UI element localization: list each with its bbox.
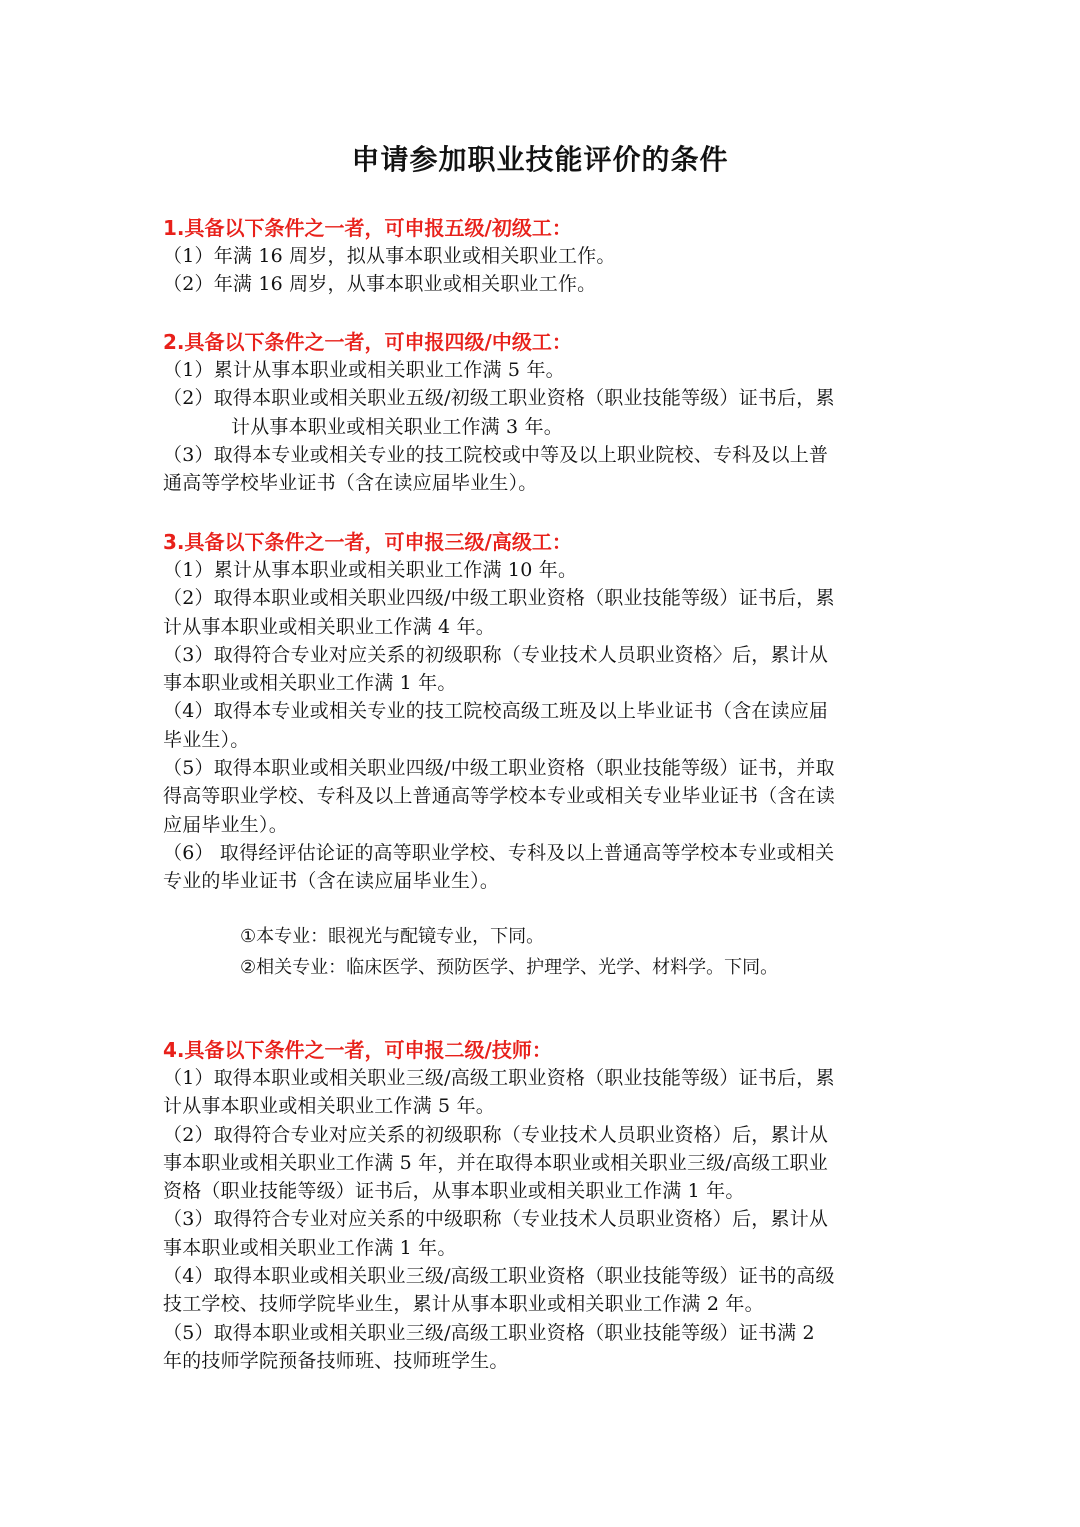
condition-line-continued: 通高等学校毕业证书（含在读应届毕业生）。 — [163, 472, 538, 495]
section-1 — [163, 214, 923, 299]
condition-line-continued: 年的技师学院预备技师班、技师班学生。 — [163, 1349, 509, 1372]
condition-line-continued: 应届毕业生）。 — [163, 813, 288, 836]
condition-line: （5）取得本职业或相关职业三级/高级工职业资格（职业技能等级）证书满 2 — [163, 1321, 815, 1344]
condition-line-continued: 事本职业或相关职业工作满 5 年，并在取得本职业或相关职业三级/高级工职业 — [163, 1151, 828, 1174]
condition-line: （5）取得本职业或相关职业四级/中级工职业资格（职业技能等级）证书，并取 — [163, 757, 835, 780]
condition-line-continued: 毕业生）。 — [163, 728, 250, 751]
note-line: ①本专业：眼视光与配镜专业，下同。 — [240, 926, 545, 947]
condition-line-continued: 技工学校、技师学院毕业生，累计从事本职业或相关职业工作满 2 年。 — [163, 1293, 764, 1316]
section-2 — [163, 328, 923, 497]
condition-line: （3）取得符合专业对应关系的初级职称（专业技术人员职业资格〉后，累计从 — [163, 643, 829, 666]
condition-line-continued: 计从事本职业或相关职业工作满 5 年。 — [163, 1095, 495, 1118]
condition-line-continued: 计从事本职业或相关职业工作满 3 年。 — [231, 415, 563, 438]
section-3 — [163, 528, 923, 896]
condition-line: （4）取得本专业或相关专业的技工院校高级工班及以上毕业证书（含在读应届 — [163, 700, 829, 723]
condition-line-continued: 事本职业或相关职业工作满 1 年。 — [163, 1236, 457, 1259]
page-title: 申请参加职业技能评价的条件 — [351, 143, 729, 176]
condition-line: （3）取得本专业或相关专业的技工院校或中等及以上职业院校、专科及以上普 — [163, 443, 829, 466]
condition-line: （6） 取得经评估论证的高等职业学校、专科及以上普通高等学校本专业或相关 — [163, 841, 835, 864]
section-heading: 3.具备以下条件之一者，可申报三级/高级工： — [163, 530, 572, 554]
condition-line: （1）取得本职业或相关职业三级/高级工职业资格（职业技能等级）证书后，累 — [163, 1067, 835, 1089]
condition-line-continued: 得高等职业学校、专科及以上普通高等学校本专业或相关专业毕业证书（含在读 — [163, 785, 836, 808]
condition-line: （3）取得符合专业对应关系的中级职称（专业技术人员职业资格）后，累计从 — [163, 1208, 829, 1231]
condition-line: （1）累计从事本职业或相关职业工作满 10 年。 — [163, 559, 578, 581]
condition-line: （1）年满 16 周岁，拟从事本职业或相关职业工作。 — [163, 245, 616, 267]
condition-line: （2）年满 16 周岁，从事本职业或相关职业工作。 — [163, 273, 597, 296]
notes-block — [240, 921, 920, 983]
note-line: ②相关专业：临床医学、预防医学、护理学、光学、材料学。下同。 — [240, 957, 779, 978]
condition-line: （1）累计从事本职业或相关职业工作满 5 年。 — [163, 359, 565, 381]
section-4 — [163, 1036, 923, 1375]
condition-line-continued: 事本职业或相关职业工作满 1 年。 — [163, 672, 457, 695]
condition-line: （2）取得本职业或相关职业四级/中级工职业资格（职业技能等级）证书后，累 — [163, 587, 835, 610]
condition-line-continued: 资格（职业技能等级）证书后，从事本职业或相关职业工作满 1 年。 — [163, 1180, 745, 1203]
section-heading: 2.具备以下条件之一者，可申报四级/中级工： — [163, 330, 572, 354]
condition-line: （2）取得本职业或相关职业五级/初级工职业资格（职业技能等级）证书后，累 — [163, 387, 835, 410]
section-heading: 4.具备以下条件之一者，可申报二级/技师： — [163, 1038, 552, 1062]
condition-line: （2）取得符合专业对应关系的初级职称（专业技术人员职业资格）后，累计从 — [163, 1123, 829, 1146]
condition-line: （4）取得本职业或相关职业三级/高级工职业资格（职业技能等级）证书的高级 — [163, 1265, 835, 1288]
condition-line-continued: 计从事本职业或相关职业工作满 4 年。 — [163, 615, 495, 638]
section-heading: 1.具备以下条件之一者，可申报五级/初级工： — [163, 216, 572, 240]
condition-line-continued: 专业的毕业证书（含在读应届毕业生）。 — [163, 870, 500, 893]
